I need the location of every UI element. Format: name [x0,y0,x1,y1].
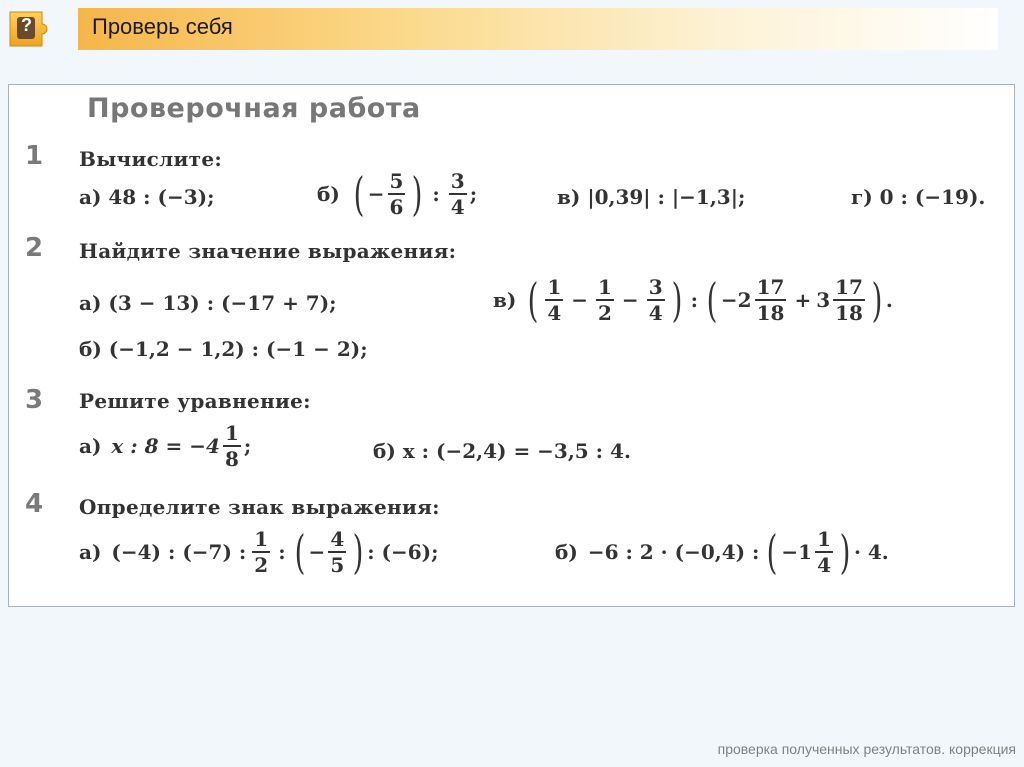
paren-open: ( [294,525,305,579]
label: в) [493,288,517,312]
task-number-2: 2 [25,233,44,263]
task-2-heading: Найдите значение выражения: [79,239,457,263]
fraction: $\frac{3}{4}$ [648,275,663,325]
task-4-a [79,525,439,579]
task-3-a [79,423,251,469]
label: б) [317,182,340,206]
paren-open: ( [527,273,539,327]
mixed-whole: −1 [781,540,813,564]
page-title: Проверь себя [92,14,233,39]
task-1-a: а) 48 : (−3); [79,185,215,209]
fraction: $\frac{1}{2}$ [598,275,612,325]
expression: x : 8 = −4 [111,434,220,458]
task-number-1: 1 [25,141,44,171]
task-4-b [555,525,889,579]
question-glyph: ? [21,15,32,35]
mixed-whole: 3 [816,288,831,312]
paren-close: ) [671,273,682,327]
sign: − [308,540,326,564]
task-3-b: б) x : (−2,4) = −3,5 : 4. [373,439,631,463]
operator: : [432,182,440,206]
footer-caption: проверка полученных результатов. коррекция [717,741,1016,757]
task-number-4: 4 [25,489,44,519]
task-1-b [317,167,478,221]
fraction: $\frac{1}{4}$ [547,275,562,325]
fraction: $\frac{1}{8}$ [224,421,239,471]
task-number-3: 3 [25,385,44,415]
sign: − [367,182,385,206]
paren-close: ) [352,525,364,579]
operator: : [278,540,286,564]
paren-open: ( [706,273,718,327]
paren-open: ( [767,525,778,579]
fraction: $\frac{4}{5}$ [330,527,345,577]
expression: −6 : 2 · (−0,4) : [587,540,760,564]
task-4-heading: Определите знак выражения: [79,495,440,519]
end: ; [469,182,478,206]
operator: − [621,288,639,312]
fraction: $\frac{3}{4}$ [450,169,465,219]
task-1-d: г) 0 : (−19). [851,185,986,209]
operator: + [794,288,812,312]
fraction: $\frac{1}{2}$ [254,527,269,577]
tail: · 4. [853,540,889,564]
paren-open: ( [353,167,365,221]
label: а) [79,540,102,564]
task-3-heading: Решите уравнение: [79,389,311,413]
fraction: $\frac{5}{6}$ [389,169,404,219]
task-1-heading: Вычислите: [79,147,223,171]
operator: − [571,288,588,312]
label: б) [555,540,578,564]
worksheet-image [8,84,1015,607]
expression: (−4) : (−7) : [111,540,247,564]
operator: : [690,288,698,312]
fraction: $\frac{17}{18}$ [756,275,785,325]
tail: : (−6); [367,540,439,564]
paren-close: ) [839,525,851,579]
paren-close: ) [871,273,883,327]
end: ; [243,434,252,458]
paren-close: ) [412,167,423,221]
end: . [885,288,893,312]
task-2-c [493,273,893,327]
worksheet-title: Проверочная работа [87,93,421,124]
mixed-whole: −2 [720,288,752,312]
task-2-b: б) (−1,2 − 1,2) : (−1 − 2); [79,337,368,361]
label: а) [79,434,102,458]
task-1-c: в) |0,39| : |−1,3|; [557,185,746,209]
task-2-a: а) (3 − 13) : (−17 + 7); [79,291,337,315]
fraction: $\frac{17}{18}$ [835,275,863,325]
fraction: $\frac{1}{4}$ [817,527,831,577]
